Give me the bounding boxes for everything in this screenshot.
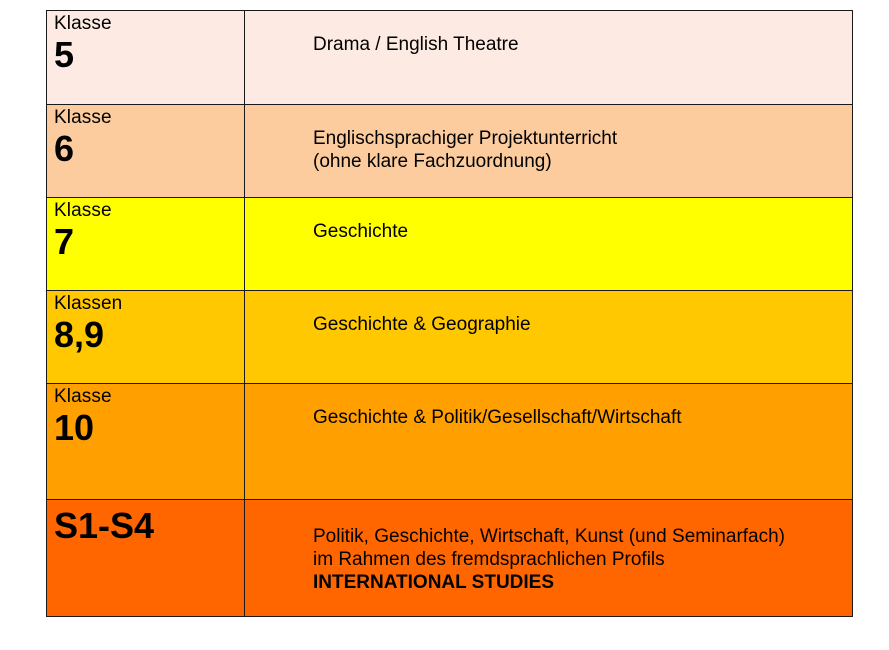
table-row-grade-6: [47, 105, 853, 198]
table-row-grade-10: [47, 384, 853, 500]
grade-cell: [47, 105, 245, 198]
grade-label: Klasse: [54, 107, 112, 128]
profile-name: INTERNATIONAL STUDIES: [313, 572, 555, 593]
subject-text: (ohne klare Fachzuordnung): [313, 151, 552, 172]
grade-label: Klasse: [54, 386, 112, 407]
subject-text: Drama / English Theatre: [313, 34, 519, 55]
subject-cell: [245, 384, 853, 500]
subject-cell: [245, 105, 853, 198]
table-row-grade-7: [47, 198, 853, 291]
subject-text: Geschichte: [313, 221, 409, 242]
subject-text: Geschichte & Politik/Gesellschaft/Wirtschaft: [313, 407, 682, 428]
grade-number: 5: [54, 34, 75, 75]
grade-number: 7: [54, 221, 75, 262]
grade-cell: [47, 198, 245, 291]
grade-cell: [47, 291, 245, 384]
table-row-grade-5: [47, 11, 853, 105]
grade-number: 6: [54, 128, 75, 169]
grade-label: Klasse: [54, 200, 112, 221]
table-row-grade-8-9: [47, 291, 853, 384]
grade-number: 8,9: [54, 314, 105, 355]
grade-label: Klasse: [54, 13, 112, 34]
subject-cell: [245, 11, 853, 105]
subject-text: Politik, Geschichte, Wirtschaft, Kunst (und Seminarfach): [313, 526, 786, 547]
grade-cell: [47, 500, 245, 617]
subject-text: im Rahmen des fremdsprachlichen Profils: [313, 549, 665, 570]
grade-cell: [47, 11, 245, 105]
subject-text: Geschichte & Geographie: [313, 314, 531, 335]
grade-label: Klassen: [54, 293, 123, 314]
curriculum-table: [46, 10, 853, 617]
subject-cell: [245, 198, 853, 291]
subject-text: Englischsprachiger Projektunterricht: [313, 128, 618, 149]
grade-cell: [47, 384, 245, 500]
grade-number: 10: [54, 407, 95, 448]
grade-number: S1-S4: [54, 505, 155, 546]
subject-cell: [245, 500, 853, 617]
subject-cell: [245, 291, 853, 384]
table-row-grade-s1-s4: [47, 500, 853, 617]
